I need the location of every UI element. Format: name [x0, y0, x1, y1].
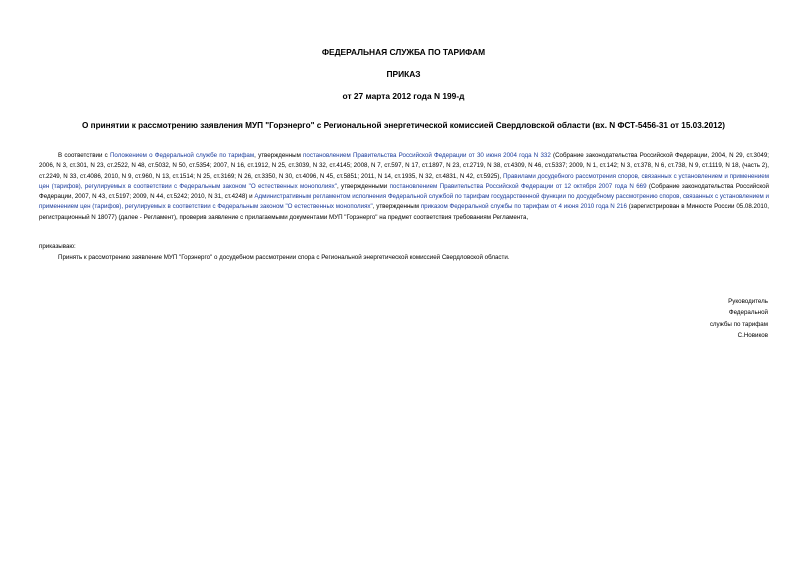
preamble-text: (Собрание законодательства Российской Федерации, 2004, N 29, ст.3049; 2006, N 3, ст.301, N 23, ст.2522, N 48, ст.5032, N 50, ст.5354; 2007, N 16, ст.1912, N 25, ст.3039, N 32, ст.4145; 2008, N 7, ст.597, N 17, ст.1897, N 23, ст.2719, N 38, ст.4309, N 46, ст.5337; 2009, N 1, ст.142; N 3, ст.378, N 6, ст.738, N 9, ст.1119, N 18, (часть 2), ст.2249, N 33, ст.4086, 2010, N 9, ст.960, N 13, ст.1514; N 25, ст.3169; N 26, ст.3350, N 30, ст.4096, N 45, ст.5851; 2011, N 14, ст.1935, N 32, ст.4831, N 42, ст.5925),: [39, 152, 769, 180]
decree-word: приказываю:: [39, 243, 76, 250]
preamble-text: , утвержденным: [372, 203, 421, 211]
signature-name: С.Новиков: [737, 331, 768, 339]
reference-link[interactable]: приказом Федеральной службы по тарифам от 4 июня 2010 года N 216: [420, 203, 627, 211]
signature-block: [710, 296, 768, 341]
preamble-text: (Собрание законодательства Российской Федерации, 2007, N 43, ст.5197; 2009, N 44, ст.5242; 2010, N 31, ст.4248) и: [39, 182, 769, 201]
doc-type: ПРИКАЗ: [386, 69, 421, 79]
reference-link[interactable]: Правилами досудебного рассмотрения споров, связанных с установлением и применением цен (тарифов), регулируемых в соответствии с Федеральным законом "О естественных монополиях": [39, 172, 770, 190]
doc-date: от 27 марта 2012 года N 199-д: [342, 91, 465, 101]
preamble-text: В соответствии с: [58, 152, 110, 159]
signature-line-position: Руководитель: [728, 298, 768, 305]
preamble-text: , утвержденным: [254, 152, 304, 159]
reference-link[interactable]: постановлением Правительства Российской Федерации от 30 июня 2004 года N 332: [303, 152, 551, 159]
signature-line-position: Федеральной: [728, 309, 768, 317]
doc-title: О принятии к рассмотрению заявления МУП "Горэнерго" с Региональной энергетической комиссией Свердловской области (вх. N ФСТ-5456-31 от 15.03.2012): [82, 121, 725, 130]
preamble-text: (зарегистрирован в Минюсте России 05.08.2010, регистрационный N 18077) (далее - Регламент), проверив заявление с прилагаемыми документами МУП "Горэнерго" на предмет соответствия требованиям Регламента,: [39, 203, 770, 221]
signature-line-position: службы по тарифам: [709, 320, 768, 328]
reference-link[interactable]: Административным регламентом исполнения Федеральной службой по тарифам государственной функции по досудебному рассмотрению споров, связанных с установлением и применением цен (тарифов), регулируемых в соответствии с Федеральным законом "О естественных монополиях": [39, 193, 769, 211]
preamble-paragraph: [39, 151, 769, 223]
org-name: ФЕДЕРАЛЬНАЯ СЛУЖБА ПО ТАРИФАМ: [321, 47, 486, 57]
decree-text: Принять к рассмотрению заявление МУП "Горэнерго" о досудебном рассмотрении спора с Региональной энергетической комиссией Свердловской области.: [58, 254, 510, 261]
preamble-text: , утвержденными: [336, 182, 390, 190]
reference-link[interactable]: Положением о Федеральной службе по тарифам: [109, 152, 255, 159]
reference-link[interactable]: постановлением Правительства Российской Федерации от 12 октября 2007 года N 669: [389, 182, 647, 190]
